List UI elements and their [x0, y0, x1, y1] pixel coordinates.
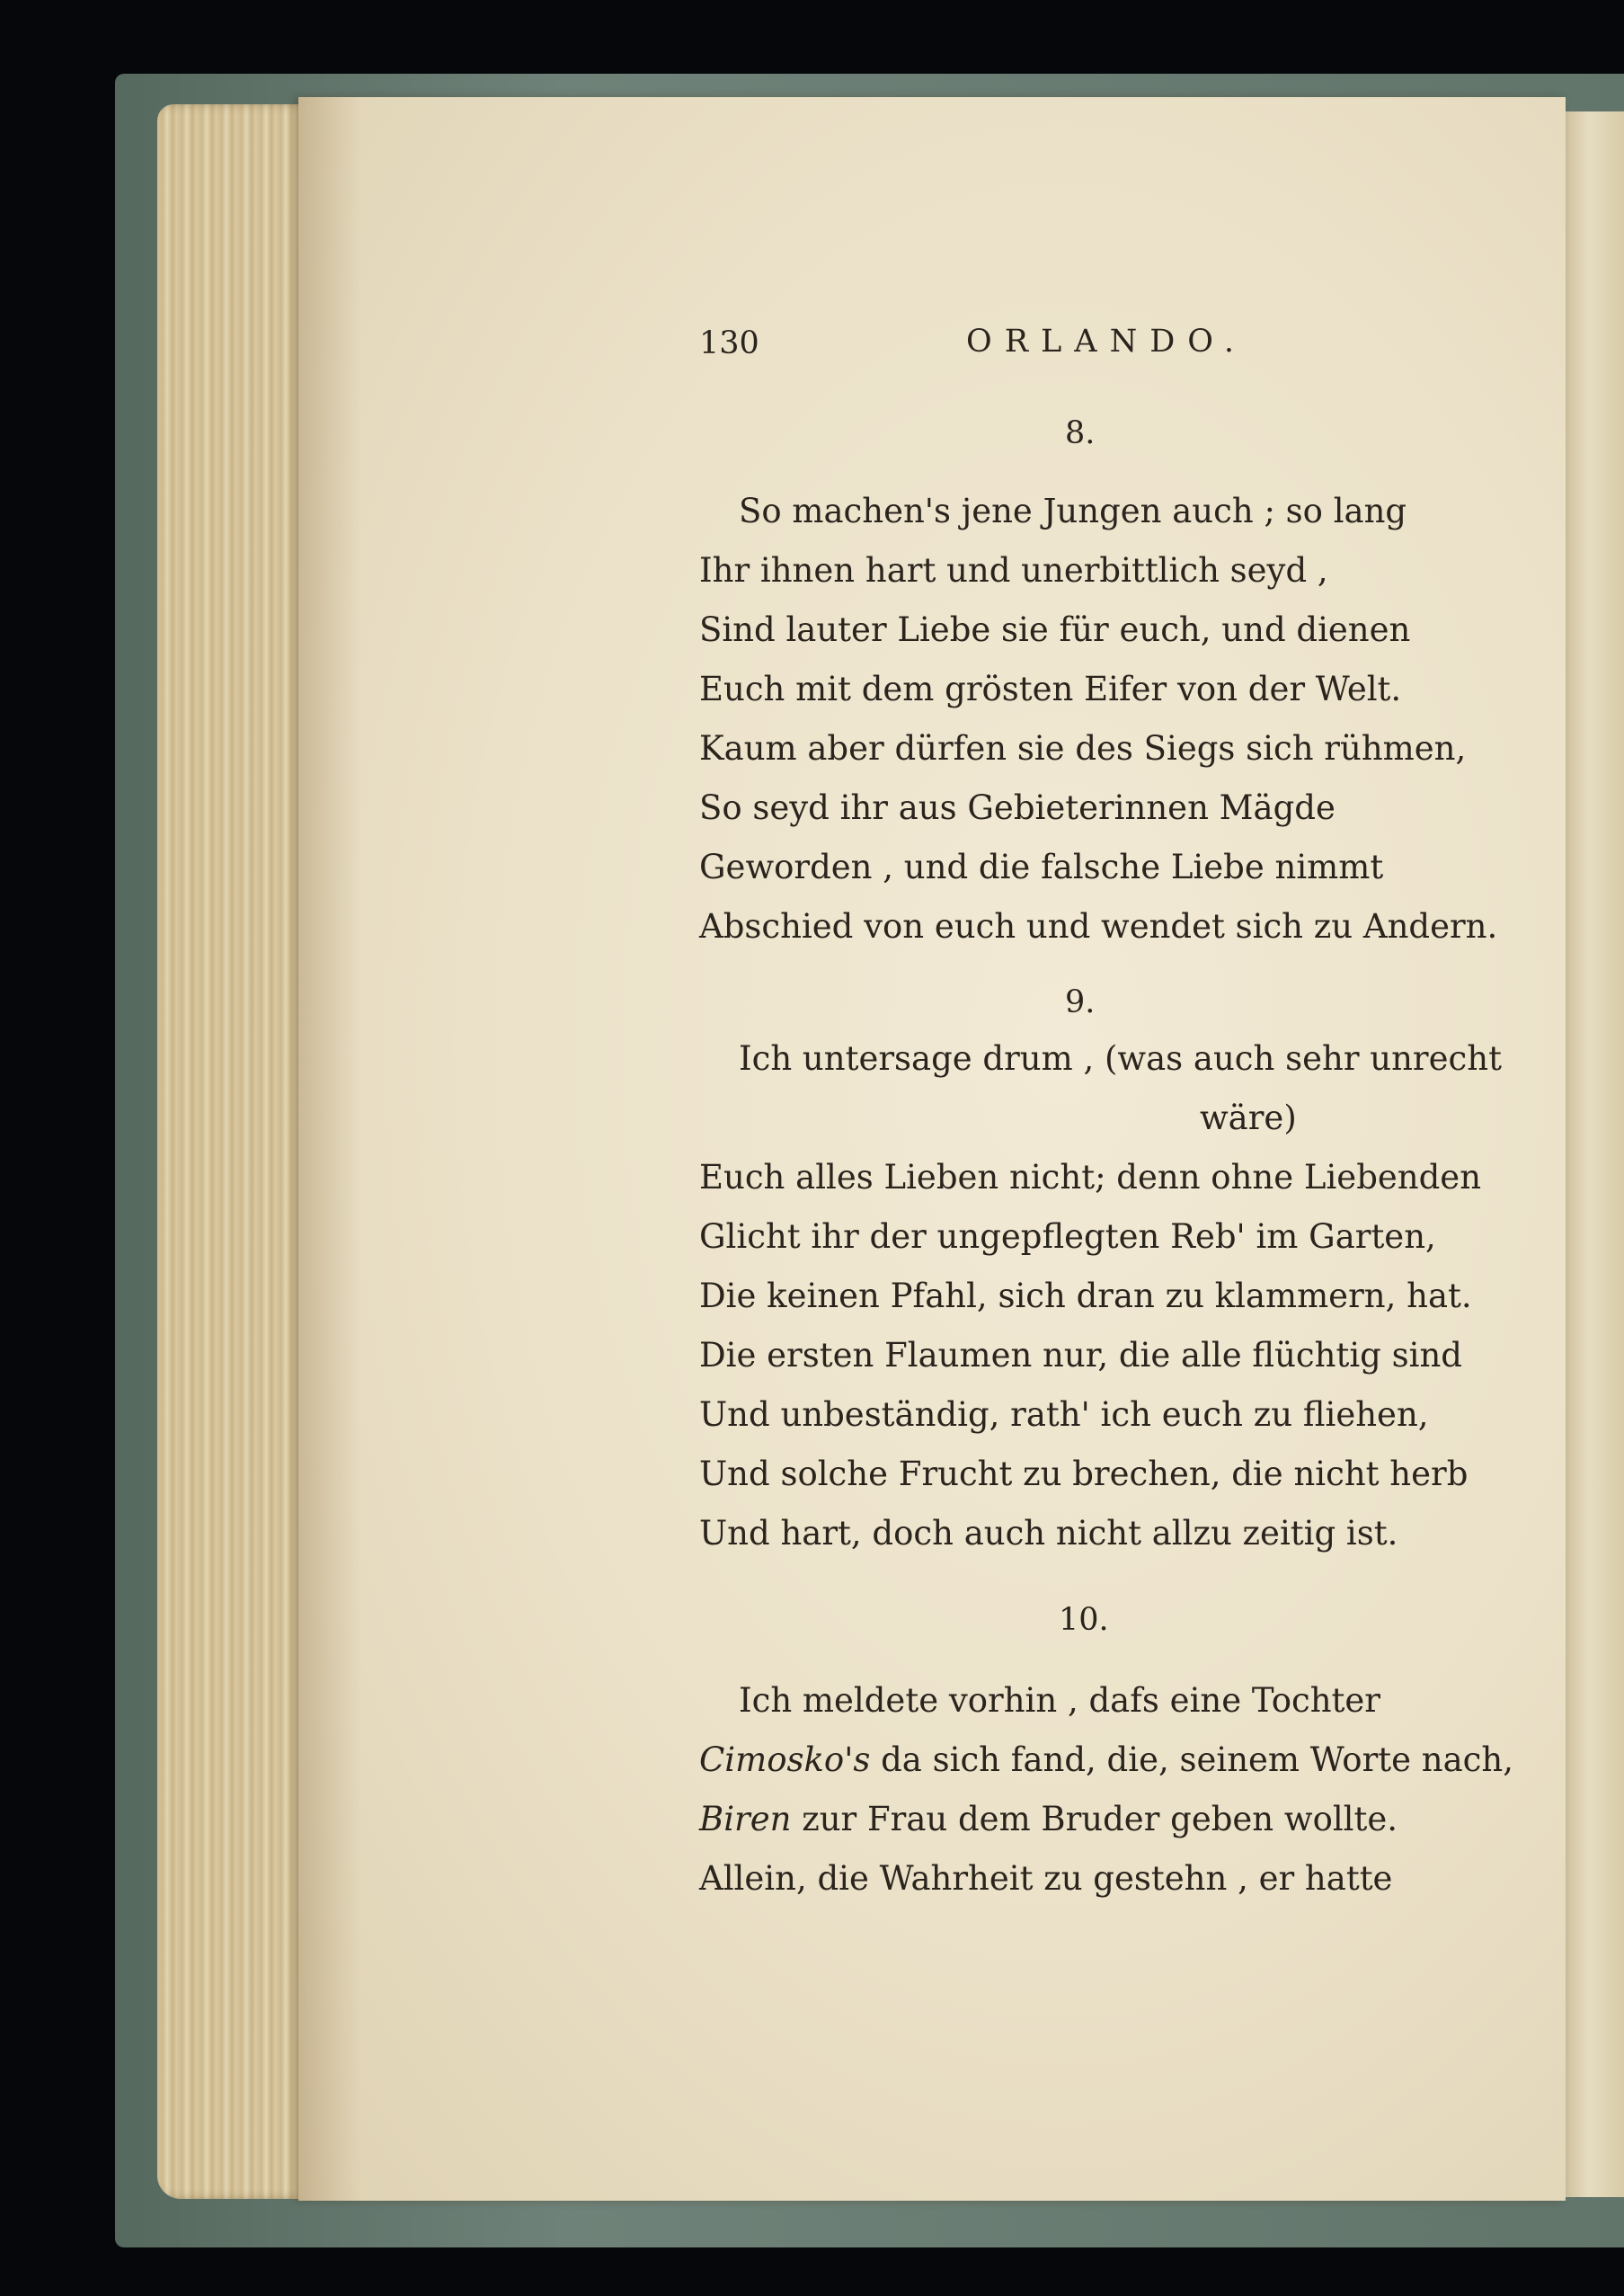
stanza-9-line-5: Die ersten Flaumen nur, die alle flüchtig sind — [699, 1336, 1462, 1375]
stanza-9-line-1: Ich untersage drum , (was auch sehr unrecht — [739, 1039, 1502, 1078]
facing-page-edge — [1566, 111, 1624, 2197]
page-edges — [157, 104, 315, 2199]
stanza-8-line-8: Abschied von euch und wendet sich zu Andern. — [699, 907, 1498, 946]
stanza-10-line-4: Allein, die Wahrheit zu gestehn , er hatte — [699, 1859, 1393, 1898]
name-biren: Biren — [699, 1800, 792, 1838]
stanza-9-line-6: Und unbeständig, rath' ich euch zu fliehen, — [699, 1395, 1429, 1434]
stanza-10-line-2 — [699, 1740, 1513, 1779]
stanza-9-line-3: Glicht ihr der ungepflegten Reb' im Garten, — [699, 1217, 1436, 1256]
gutter-shadow — [298, 97, 361, 2201]
running-title: ORLANDO. — [966, 324, 1247, 360]
stanza-9-line-7: Und solche Frucht zu brechen, die nicht herb — [699, 1455, 1469, 1493]
stanza-8-line-4: Euch mit dem grösten Eifer von der Welt. — [699, 670, 1402, 708]
name-cimosko: Cimosko's — [699, 1740, 871, 1779]
stanza-8-line-6: So seyd ihr aus Gebieterinnen Mägde — [699, 788, 1336, 827]
stanza-10-line-3 — [699, 1800, 1398, 1838]
stanza-9-line-2: Euch alles Lieben nicht; denn ohne Liebenden — [699, 1158, 1482, 1197]
stanza-8-line-1: So machen's jene Jungen auch ; so lang — [739, 492, 1407, 530]
stanza-10-line-3-text: zur Frau dem Bruder geben wollte. — [802, 1800, 1398, 1838]
stanza-8-line-2: Ihr ihnen hart und unerbittlich seyd , — [699, 551, 1328, 590]
stanza-9-line-1-wrap: wäre) — [1200, 1099, 1297, 1137]
stanza-10-line-2-text: da sich fand, die, seinem Worte nach, — [881, 1740, 1513, 1779]
stanza-8-line-5: Kaum aber dürfen sie des Siegs sich rühmen, — [699, 729, 1467, 768]
stanza-8-line-3: Sind lauter Liebe sie für euch, und dienen — [699, 610, 1411, 649]
page-number: 130 — [699, 325, 759, 361]
stanza-9-line-4: Die keinen Pfahl, sich dran zu klammern, hat. — [699, 1277, 1472, 1315]
stanza-number-9: 9. — [1065, 984, 1096, 1020]
stanza-number-8: 8. — [1065, 415, 1096, 451]
stanza-8-line-7: Geworden , und die falsche Liebe nimmt — [699, 848, 1384, 886]
stanza-9-line-8: Und hart, doch auch nicht allzu zeitig ist. — [699, 1514, 1398, 1553]
stanza-10-line-1: Ich meldete vorhin , dafs eine Tochter — [739, 1681, 1380, 1720]
stanza-number-10: 10. — [1059, 1602, 1109, 1638]
